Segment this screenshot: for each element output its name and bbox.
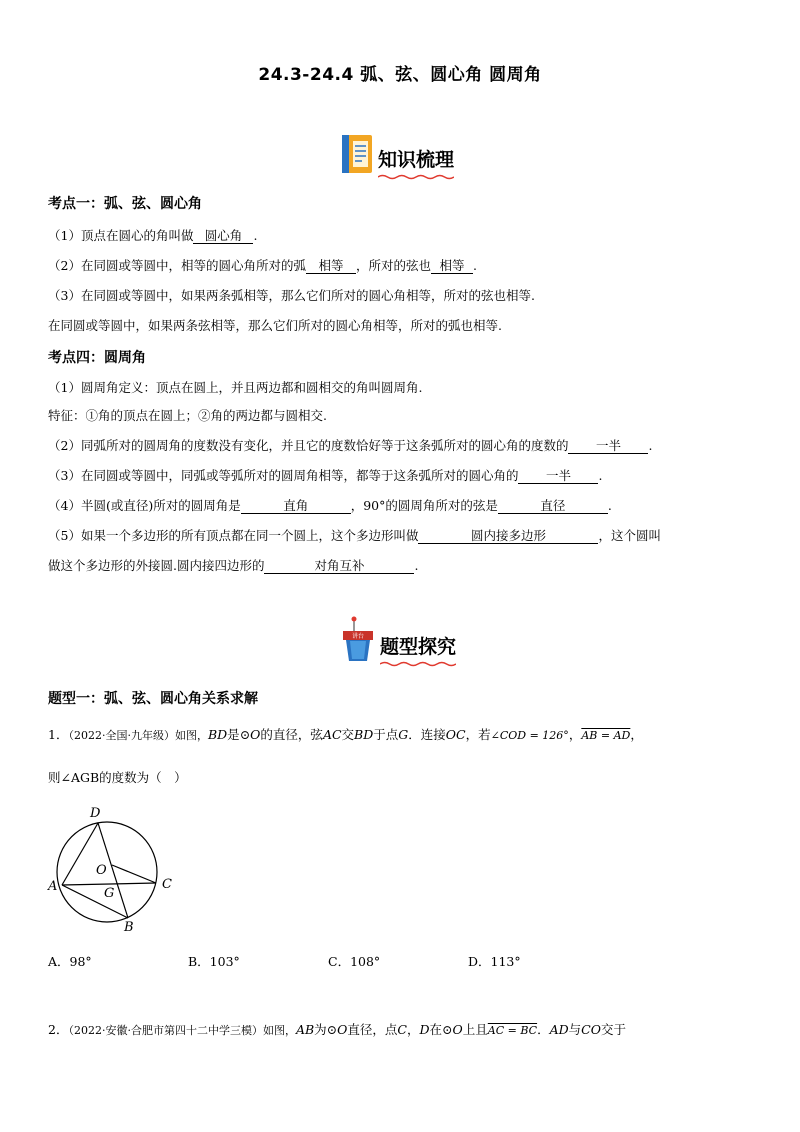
text: .	[472, 258, 477, 273]
kp4-line6	[48, 526, 661, 544]
label-c: C	[162, 877, 172, 892]
math-text: OC	[445, 727, 466, 742]
text: （2）同弧所对的圆周角的度数没有变化，并且它的度数恰好等于这条弧所对的圆心角的度数的	[48, 438, 569, 453]
section-banner-explore	[340, 615, 456, 663]
question-2-line1	[48, 1020, 626, 1038]
kp4-line3	[48, 436, 652, 454]
label-b: B	[124, 920, 134, 935]
text: 交	[341, 727, 355, 742]
section-title-knowledge: 知识梳理	[378, 148, 455, 171]
choice-c[interactable]: C．108°	[328, 954, 381, 969]
math-text: BD	[354, 727, 374, 742]
text: （5）如果一个多边形的所有顶点都在同一个圆上，这个多边形叫做	[48, 528, 419, 543]
answer-text: 圆内接多边形	[470, 528, 546, 543]
math-text: AD	[549, 1022, 569, 1037]
answer-blank	[568, 438, 648, 454]
math-text: G	[398, 727, 409, 742]
text: 是	[227, 727, 240, 742]
question-number: 1．	[48, 727, 69, 742]
text: 与	[568, 1022, 582, 1037]
segment-oc	[112, 865, 156, 883]
text: 为⊙	[314, 1022, 338, 1037]
math-text: BD	[207, 727, 228, 742]
text: ，	[407, 1022, 420, 1037]
text: （2022·全国·九年级）如图，	[68, 729, 208, 742]
math-condition: AB = AD	[581, 729, 631, 742]
kp4-heading: 考点四：圆周角	[48, 350, 146, 366]
kp4-line5	[48, 496, 612, 514]
question-1-line2: 则∠AGB的度数为（ ）	[48, 770, 187, 785]
math-text: O	[337, 1022, 348, 1037]
kp1-line4: 在同圆或等圆中，如果两条弦相等，那么它们所对的圆心角相等，所对的弧也相等.	[48, 318, 502, 333]
text: （3）在同圆或等圆中，同弧或等弧所对的圆周角相等，都等于这条弧所对的圆心角的	[48, 468, 519, 483]
text: ，	[630, 727, 643, 742]
label-o: O	[96, 863, 107, 878]
kp1-heading: 考点一：弧、弦、圆心角	[48, 196, 202, 212]
section-title-explore: 题型探究	[380, 635, 457, 658]
text: ，这个圆叫	[598, 528, 661, 543]
text: 直径，点	[347, 1022, 398, 1037]
math-text: CO	[581, 1022, 601, 1037]
math-text: C	[397, 1022, 407, 1037]
math-text: AC	[322, 727, 342, 742]
answer-text: 一半	[545, 468, 571, 483]
text: （4）半圆(或直径)所对的圆周角是	[48, 498, 241, 513]
kp1-line3: （3）在同圆或等圆中，如果两条弧相等，那么它们所对的圆心角相等，所对的弦也相等.	[48, 288, 535, 303]
text: （2022·安徽·合肥市第四十二中学三模）如图，	[68, 1024, 296, 1037]
kp4-line1: （1）圆周角定义：顶点在圆上，并且两边都和圆相交的角叫圆周角.	[48, 380, 423, 395]
answer-blank	[241, 498, 351, 514]
text: .	[607, 498, 612, 513]
kp4-line4	[48, 466, 602, 484]
podium-label: 讲台	[351, 633, 365, 640]
text: （2）在同圆或等圆中，相等的圆心角所对的弧	[48, 258, 306, 273]
notebook-icon	[340, 133, 374, 175]
answer-text: 直径	[540, 498, 566, 513]
answer-text: 相等	[318, 258, 344, 273]
kp1-line2	[48, 256, 477, 274]
text: 交于	[600, 1022, 626, 1037]
question-number: 2．	[48, 1022, 69, 1037]
wave-underline	[378, 174, 454, 180]
answer-blank	[264, 558, 414, 574]
answer-text: 直角	[283, 498, 309, 513]
segment-ad	[62, 823, 98, 885]
text: 的直径，弦	[260, 727, 323, 742]
segment-ab	[62, 885, 128, 918]
text: 上且	[462, 1022, 488, 1037]
text: 做这个多边形的外接圆.圆内接四边形的	[48, 558, 265, 573]
answer-blank	[418, 528, 598, 544]
podium-icon	[340, 615, 376, 663]
chord-ac	[62, 883, 156, 885]
answer-blank	[431, 258, 473, 274]
text: .	[253, 228, 258, 243]
text: ，所对的弦也	[355, 258, 431, 273]
choice-b[interactable]: B．103°	[188, 954, 240, 969]
answer-text: 相等	[439, 258, 465, 273]
choice-d[interactable]: D．113°	[468, 954, 521, 969]
text: （1）顶点在圆心的角叫做	[48, 228, 194, 243]
question-1-line1	[48, 725, 643, 743]
label-g: G	[104, 886, 115, 901]
text: 在⊙	[429, 1022, 453, 1037]
text: .	[598, 468, 603, 483]
text: 于点	[373, 727, 399, 742]
answer-text: 对角互补	[314, 558, 365, 573]
math-text: D	[419, 1022, 430, 1037]
text: .	[648, 438, 653, 453]
math-condition: AC = BC	[487, 1024, 538, 1037]
wave-underline	[380, 661, 456, 667]
answer-blank	[306, 258, 356, 274]
answer-text: 圆心角	[204, 228, 243, 243]
text: ．	[537, 1022, 550, 1037]
choice-a[interactable]: A．98°	[48, 954, 92, 969]
answer-blank	[193, 228, 253, 244]
math-text: O	[452, 1022, 463, 1037]
text: ，90°的圆周角所对的弦是	[350, 498, 498, 513]
answer-blank	[518, 468, 598, 484]
section-banner-knowledge	[340, 133, 454, 175]
math-text: ⊙O	[239, 727, 261, 742]
kp4-line7	[48, 556, 418, 574]
math-text: AB	[295, 1022, 315, 1037]
text: .	[414, 558, 419, 573]
text: ，	[568, 727, 582, 742]
page-title: 24.3-24.4 弧、弦、圆心角 圆周角	[258, 65, 542, 85]
label-d: D	[90, 806, 101, 821]
kp4-line2: 特征：①角的顶点在圆上；②角的两边都与圆相交.	[48, 408, 327, 423]
circle-figure	[40, 800, 190, 935]
text: ．连接	[408, 727, 446, 742]
answer-text: 一半	[595, 438, 621, 453]
label-a: A	[48, 879, 58, 894]
kp1-line1	[48, 226, 257, 244]
answer-blank	[498, 498, 608, 514]
math-condition: ∠COD = 126°	[490, 729, 569, 742]
text: ，若	[465, 727, 491, 742]
type1-heading: 题型一：弧、弦、圆心角关系求解	[48, 691, 258, 707]
